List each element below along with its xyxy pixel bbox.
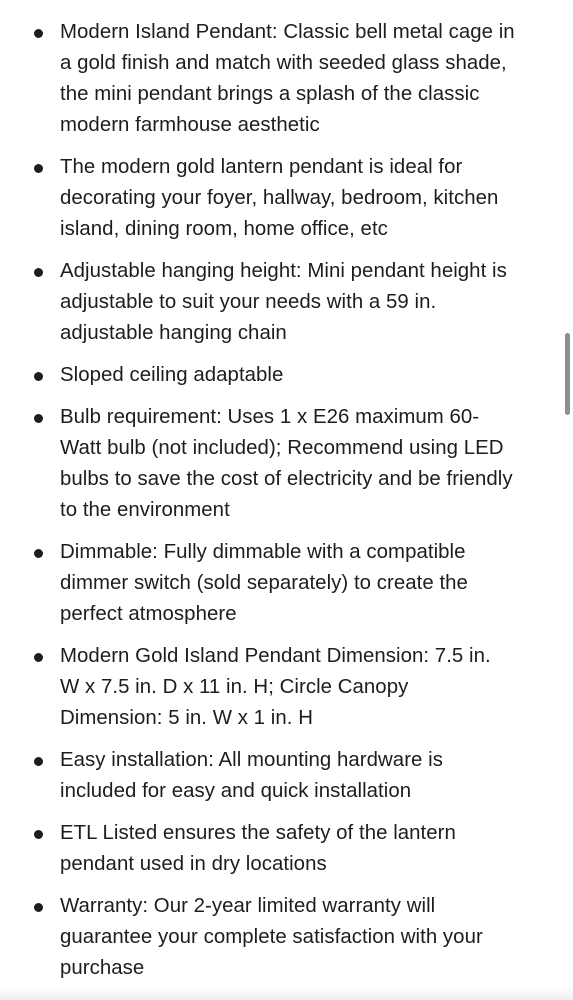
feature-bullet-modern-island-pendant xyxy=(0,17,573,141)
feature-bullet-etl-listed xyxy=(0,818,573,880)
feature-text: The modern gold lantern pendant is ideal for decorating your foyer, hallway, bedroom, kitchen island, dining room, home office, etc xyxy=(60,156,499,240)
feature-bullet-bulb-requirement xyxy=(0,402,573,526)
bullet-icon xyxy=(34,164,43,173)
bullet-icon xyxy=(34,29,43,38)
bullet-icon xyxy=(34,268,43,277)
vertical-scrollbar[interactable] xyxy=(565,333,570,415)
feature-bullet-list xyxy=(0,17,573,984)
feature-text: ETL Listed ensures the safety of the lantern pendant used in dry locations xyxy=(60,822,456,875)
bullet-icon xyxy=(34,414,43,423)
bullet-icon xyxy=(34,372,43,381)
feature-text: Sloped ceiling adaptable xyxy=(60,364,284,386)
feature-bullet-hanging-height xyxy=(0,256,573,349)
bullet-icon xyxy=(34,757,43,766)
bullet-icon xyxy=(34,549,43,558)
bullet-icon xyxy=(34,653,43,662)
feature-text: Warranty: Our 2-year limited warranty will guarantee your complete satisfaction with your purchase xyxy=(60,895,483,979)
feature-bullet-dimmable xyxy=(0,537,573,630)
feature-bullet-installation xyxy=(0,745,573,807)
feature-text: Easy installation: All mounting hardware is included for easy and quick installation xyxy=(60,749,443,802)
feature-bullet-warranty xyxy=(0,891,573,984)
bullet-icon xyxy=(34,903,43,912)
product-features-section xyxy=(0,17,573,984)
feature-bullet-room-usage xyxy=(0,152,573,245)
feature-text: Dimmable: Fully dimmable with a compatible dimmer switch (sold separately) to create the perfect atmosphere xyxy=(60,541,468,625)
feature-text: Modern Island Pendant: Classic bell metal cage in a gold finish and match with seeded glass shade, the mini pendant brings a splash of the classic modern farmhouse aesthetic xyxy=(60,21,515,136)
feature-text: Bulb requirement: Uses 1 x E26 maximum 60-Watt bulb (not included); Recommend using LED bulbs to save the cost of electricity and be friendly to the environment xyxy=(60,406,513,521)
feature-bullet-dimensions xyxy=(0,641,573,734)
bottom-edge-shadow xyxy=(0,986,573,1000)
feature-text: Modern Gold Island Pendant Dimension: 7.5 in. W x 7.5 in. D x 11 in. H; Circle Canopy Dimension: 5 in. W x 1 in. H xyxy=(60,645,491,729)
feature-text: Adjustable hanging height: Mini pendant height is adjustable to suit your needs with a 59 in. adjustable hanging chain xyxy=(60,260,507,344)
feature-bullet-sloped-ceiling xyxy=(0,360,573,391)
bullet-icon xyxy=(34,830,43,839)
